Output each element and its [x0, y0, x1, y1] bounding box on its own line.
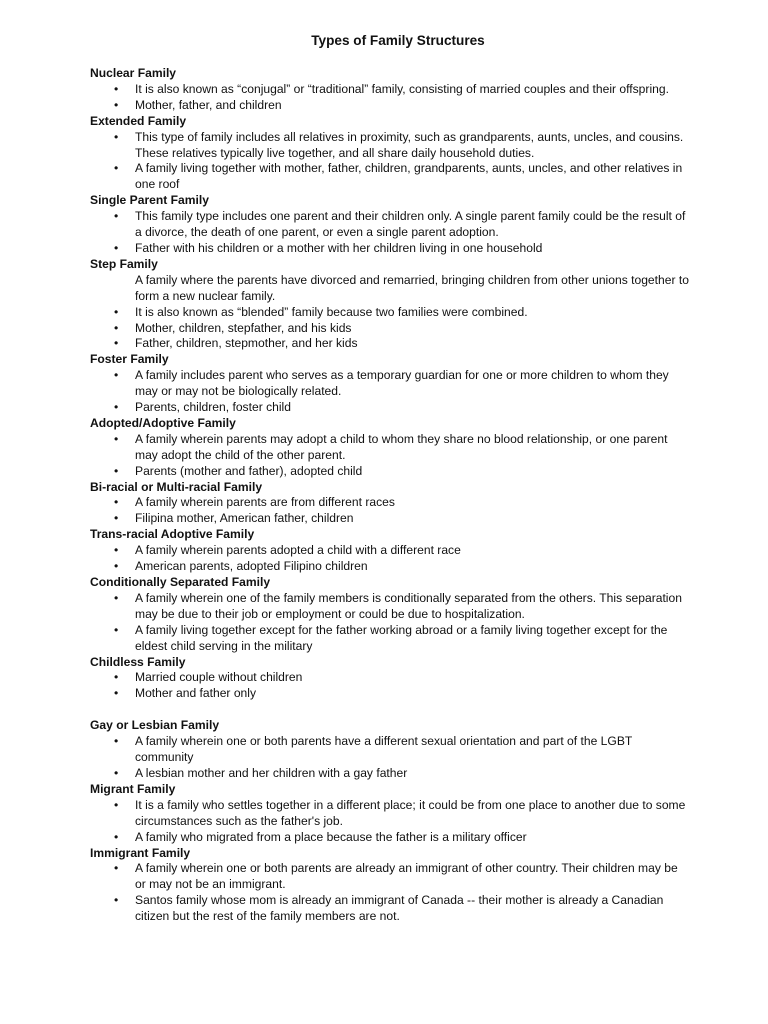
bullet-list [90, 368, 690, 416]
bullet-item: • A family living together except for the father working abroad or a family living together except for the eldest child serving in the military [90, 623, 690, 655]
page-title: Types of Family Structures [311, 33, 485, 48]
bullet-item: • A family wherein one of the family members is conditionally separated from the others. This separation may be due to their job or employment or could be due to hospitalization. [90, 591, 690, 623]
bullet-item: • A family includes parent who serves as a temporary guardian for one or more children to whom they may or may not be biologically related. [90, 368, 690, 400]
bullet-item: • This family type includes one parent and their children only. A single parent family could be the result of a divorce, the death of one parent, or even a single parent adoption. [90, 209, 690, 241]
bullet-item: • A family wherein parents adopted a child with a different race [90, 543, 690, 559]
bullet-list [90, 209, 690, 257]
bullet-item: • A lesbian mother and her children with a gay father [90, 766, 690, 782]
section-heading: Gay or Lesbian Family [90, 718, 220, 733]
section [90, 66, 690, 114]
section [90, 575, 690, 655]
section-heading: Adopted/Adoptive Family [90, 415, 236, 430]
section-heading: Immigrant Family [90, 845, 191, 860]
bullet-item: • A family wherein parents are from different races [90, 495, 690, 511]
bullet-item: • A family wherein parents may adopt a child to whom they share no blood relationship, or one parent may adopt the child of the other parent. [90, 432, 690, 464]
bullet-item: • American parents, adopted Filipino children [90, 559, 690, 575]
bullet-list [90, 734, 690, 782]
bullet-list [90, 670, 690, 702]
bullet-list [90, 861, 690, 925]
bullet-item: • Mother, children, stepfather, and his kids [90, 321, 690, 337]
bullet-item: • A family wherein one or both parents have a different sexual orientation and part of the LGBT community [90, 734, 690, 766]
bullet-list [90, 82, 690, 114]
bullet-item: • Parents (mother and father), adopted child [90, 464, 690, 480]
document-body [90, 66, 690, 925]
section [90, 352, 690, 416]
bullet-item: • Father with his children or a mother with her children living in one household [90, 241, 690, 257]
bullet-item: • A family wherein one or both parents are already an immigrant of other country. Their children may be or may not be an immigrant. [90, 861, 690, 893]
section-intro: A family where the parents have divorced and remarried, bringing children from other unions together to form a new nuclear family. [135, 272, 689, 303]
bullet-item: • Filipina mother, American father, children [90, 511, 690, 527]
section [90, 193, 690, 257]
section [90, 718, 690, 782]
section [90, 480, 690, 528]
bullet-list [90, 543, 690, 575]
bullet-item: • Father, children, stepmother, and her kids [90, 336, 690, 352]
bullet-item: • It is a family who settles together in a different place; it could be from one place to another due to some circumstances such as the father's job. [90, 798, 690, 830]
section-heading: Single Parent Family [90, 193, 209, 208]
section-heading: Extended Family [90, 113, 187, 128]
blank-line [90, 702, 690, 718]
bullet-list [90, 305, 690, 353]
section-heading: Nuclear Family [90, 66, 177, 80]
section [90, 782, 690, 846]
bullet-item: • This type of family includes all relatives in proximity, such as grandparents, aunts, uncles, and cousins. These relatives typically live together, and all share daily household duties. [90, 130, 690, 162]
section-heading: Foster Family [90, 352, 169, 367]
section-heading: Migrant Family [90, 781, 176, 796]
bullet-item: • Parents, children, foster child [90, 400, 690, 416]
bullet-list [90, 432, 690, 480]
bullet-item: • Mother, father, and children [90, 98, 690, 114]
bullet-item: • It is also known as “conjugal” or “traditional” family, consisting of married couples and their offspring. [90, 82, 690, 98]
bullet-item: • Mother and father only [90, 686, 690, 702]
section [90, 257, 690, 352]
section-heading: Bi-racial or Multi-racial Family [90, 479, 263, 494]
bullet-item: • A family who migrated from a place because the father is a military officer [90, 830, 690, 846]
bullet-item: • Santos family whose mom is already an immigrant of Canada -- their mother is already a Canadian citizen but the rest of the family members are not. [90, 893, 690, 925]
section-heading: Conditionally Separated Family [90, 575, 271, 589]
section [90, 846, 690, 926]
section-heading: Trans-racial Adoptive Family [90, 527, 255, 542]
bullet-item: • Married couple without children [90, 670, 690, 686]
bullet-item: • A family living together with mother, father, children, grandparents, aunts, uncles, and other relatives in one roof [90, 161, 690, 193]
section [90, 655, 690, 719]
section [90, 114, 690, 194]
section-heading: Childless Family [90, 654, 186, 669]
section [90, 527, 690, 575]
bullet-list [90, 591, 690, 655]
bullet-list [90, 495, 690, 527]
bullet-list [90, 798, 690, 846]
section [90, 416, 690, 480]
bullet-list [90, 130, 690, 194]
section-heading: Step Family [90, 256, 158, 271]
bullet-item: • It is also known as “blended” family because two families were combined. [90, 305, 690, 321]
